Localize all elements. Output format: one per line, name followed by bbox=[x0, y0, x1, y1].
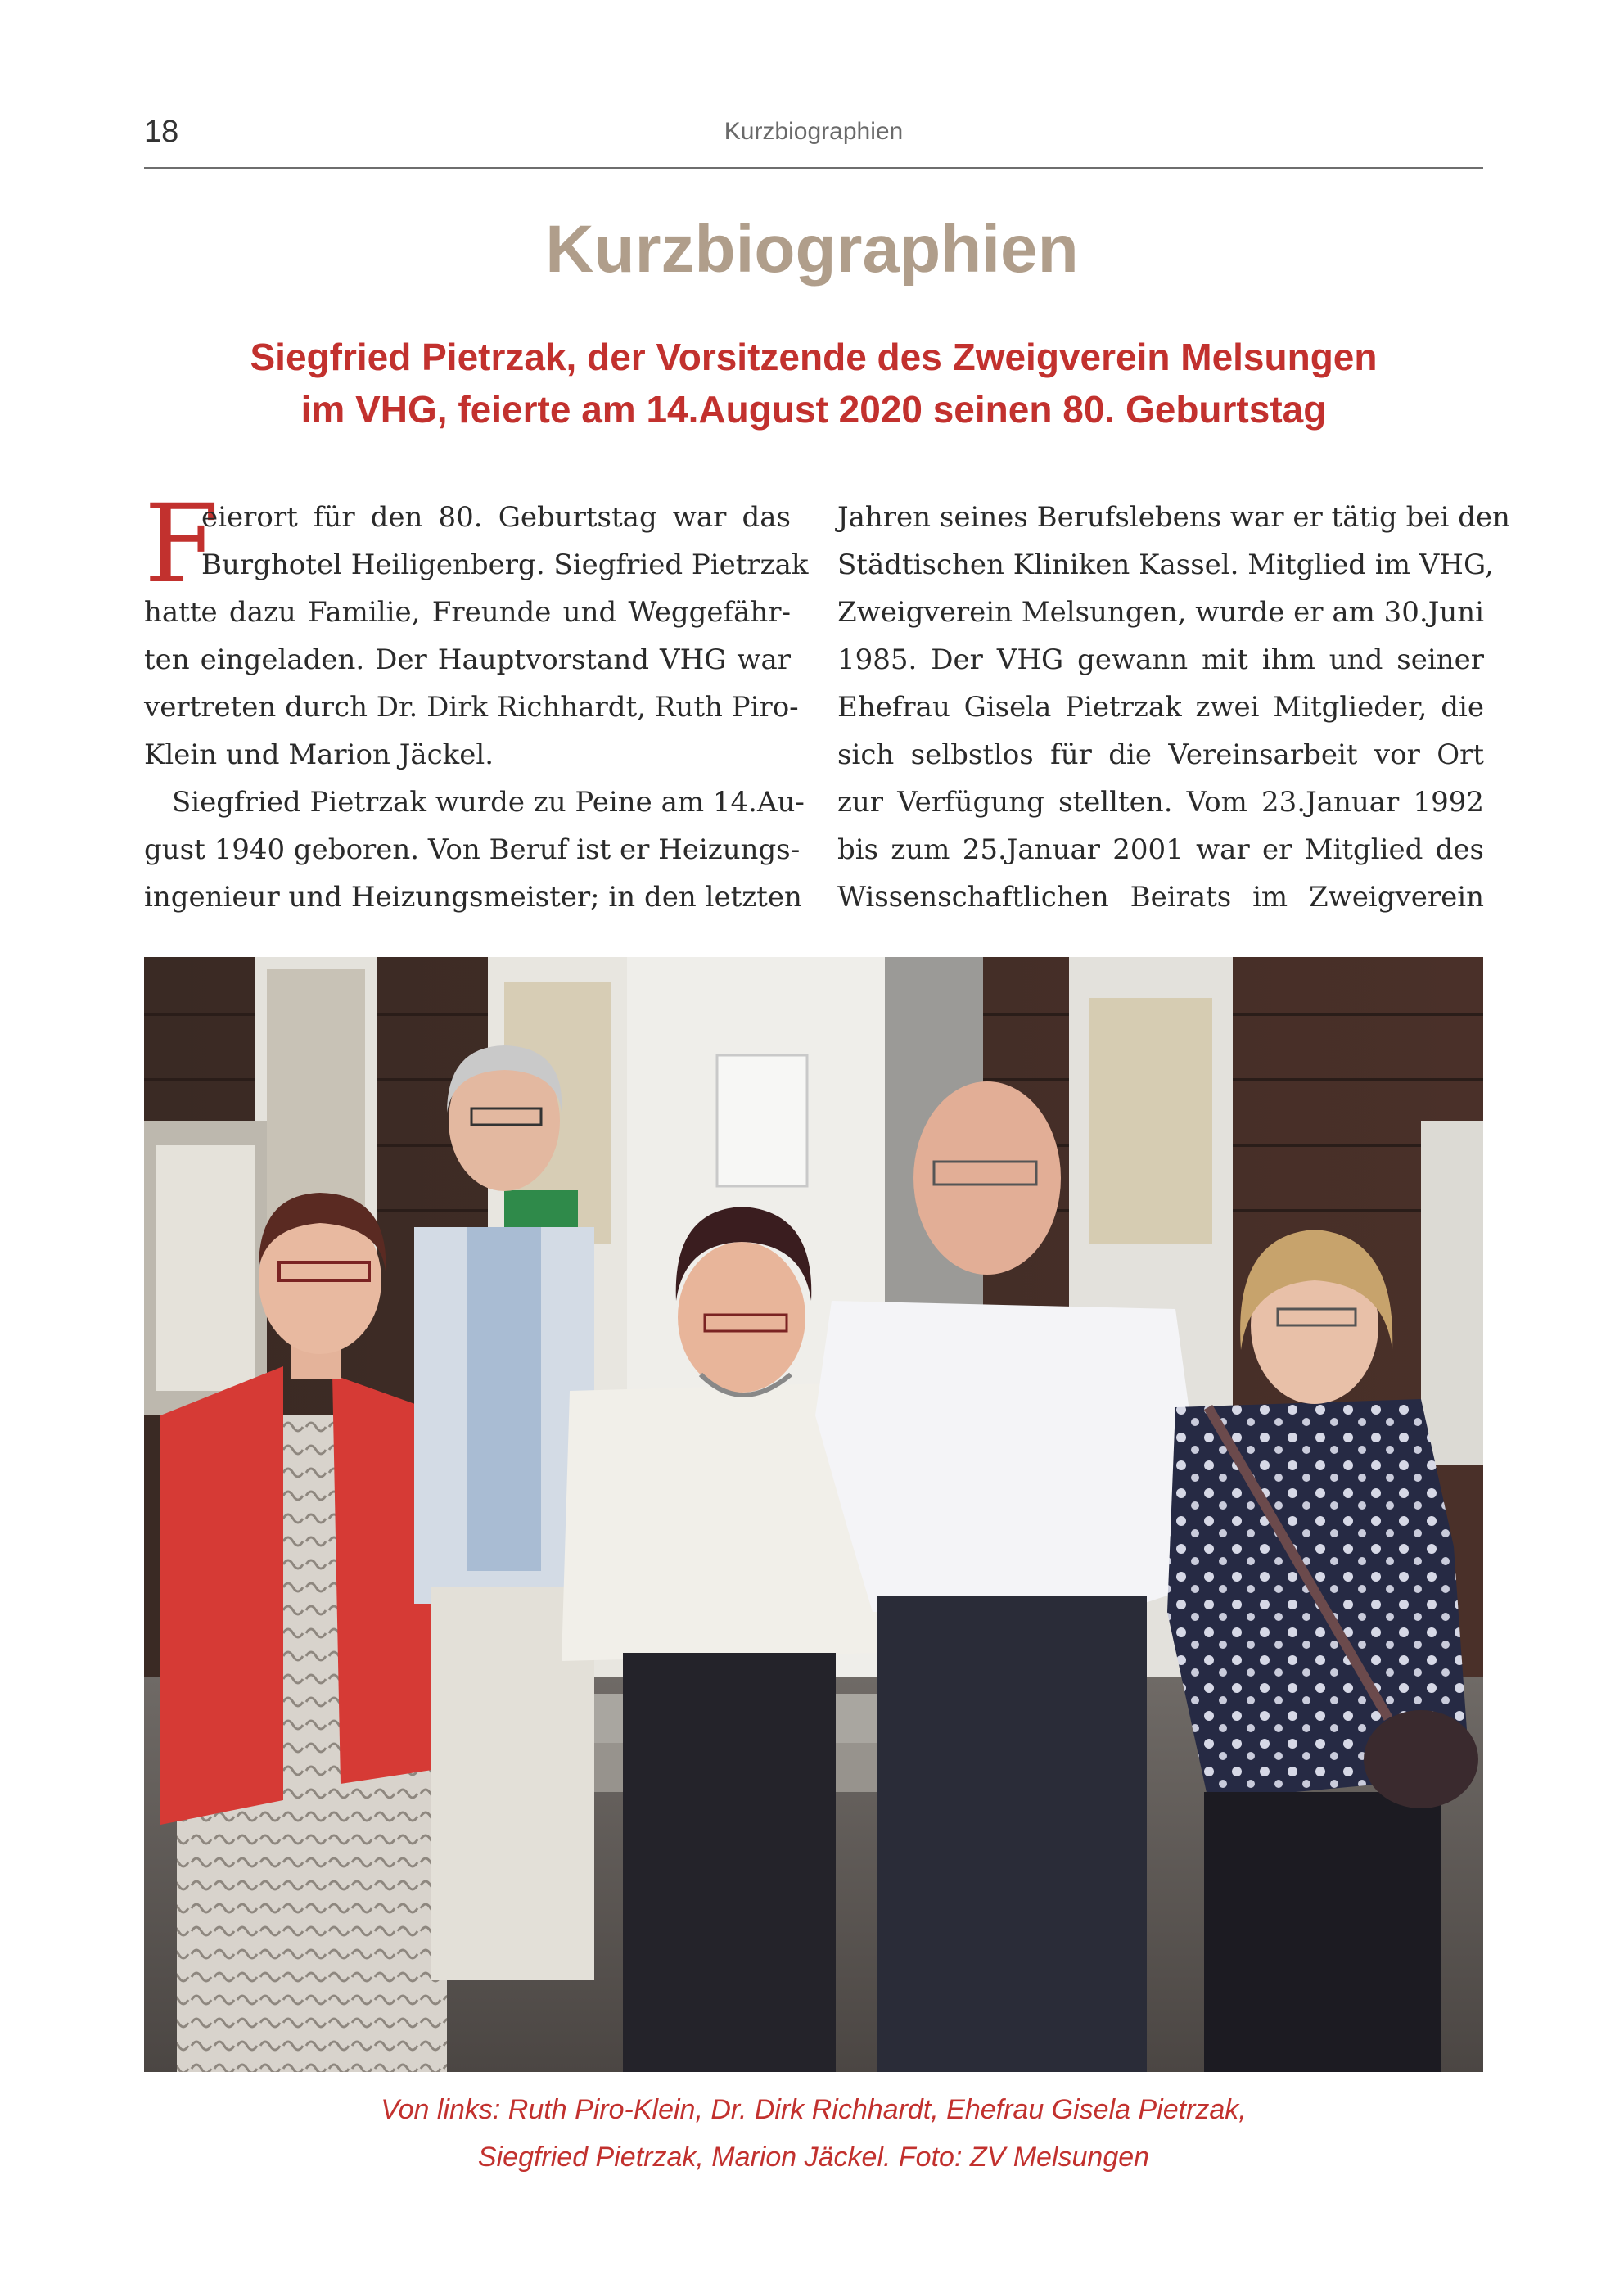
caption-line: Von links: Ruth Piro-Klein, Dr. Dirk Richhardt, Ehefrau Gisela Pietrzak, bbox=[381, 2094, 1247, 2125]
left-text-column bbox=[144, 481, 809, 921]
running-header bbox=[144, 115, 1483, 169]
text-line: sich selbstlos für die Vereinsarbeit vor Ort bbox=[837, 738, 1484, 771]
text-line: Jahren seines Berufslebens war er tätig bei den bbox=[837, 501, 1510, 534]
text-line: hatte dazu Familie, Freunde und Weggefähr- bbox=[144, 596, 791, 629]
caption-line: Siegfried Pietrzak, Marion Jäckel. Foto: ZV Melsungen bbox=[477, 2142, 1150, 2173]
drop-cap: F bbox=[144, 481, 219, 607]
text-line: ingenieur und Heizungsmeister; in den letzten bbox=[144, 881, 802, 914]
subtitle-line: im VHG, feierte am 14.August 2020 seinen 80. Geburtstag bbox=[300, 388, 1327, 431]
text-line: Wissenschaftlichen Beirats im Zweigverein bbox=[837, 881, 1484, 914]
text-line: Ehefrau Gisela Pietrzak zwei Mitglieder, die bbox=[837, 691, 1484, 724]
text-line: bis zum 25.Januar 2001 war er Mitglied des bbox=[837, 833, 1484, 866]
text-line: Siegfried Pietrzak wurde zu Peine am 14.Au- bbox=[172, 786, 805, 819]
text-line: gust 1940 geboren. Von Beruf ist er Heizungs- bbox=[144, 833, 801, 866]
page-title: Kurzbiographien bbox=[545, 212, 1079, 287]
text-line: zur Verfügung stellten. Vom 23.Januar 1992 bbox=[837, 786, 1484, 819]
text-line: eierort für den 80. Geburtstag war das bbox=[201, 501, 791, 534]
right-text-column bbox=[837, 494, 1510, 921]
text-line: Städtischen Kliniken Kassel. Mitglied im VHG, bbox=[837, 548, 1494, 581]
text-line: 1985. Der VHG gewann mit ihm und seiner bbox=[837, 643, 1484, 676]
photo-caption bbox=[144, 2086, 1483, 2181]
text-line: Zweigverein Melsungen, wurde er am 30.Juni bbox=[837, 596, 1485, 629]
article-subtitle bbox=[144, 331, 1483, 436]
text-line: ten eingeladen. Der Hauptvorstand VHG war bbox=[144, 643, 791, 676]
page-number: 18 bbox=[144, 115, 179, 149]
text-line: Burghotel Heiligenberg. Siegfried Pietrzak bbox=[201, 548, 809, 581]
running-title: Kurzbiographien bbox=[724, 118, 904, 145]
group-photo bbox=[144, 957, 1483, 2072]
text-line: Klein und Marion Jäckel. bbox=[144, 738, 494, 771]
subtitle-line: Siegfried Pietrzak, der Vorsitzende des Zweigverein Melsungen bbox=[250, 336, 1378, 378]
text-line: vertreten durch Dr. Dirk Richhardt, Ruth Piro- bbox=[144, 691, 799, 724]
